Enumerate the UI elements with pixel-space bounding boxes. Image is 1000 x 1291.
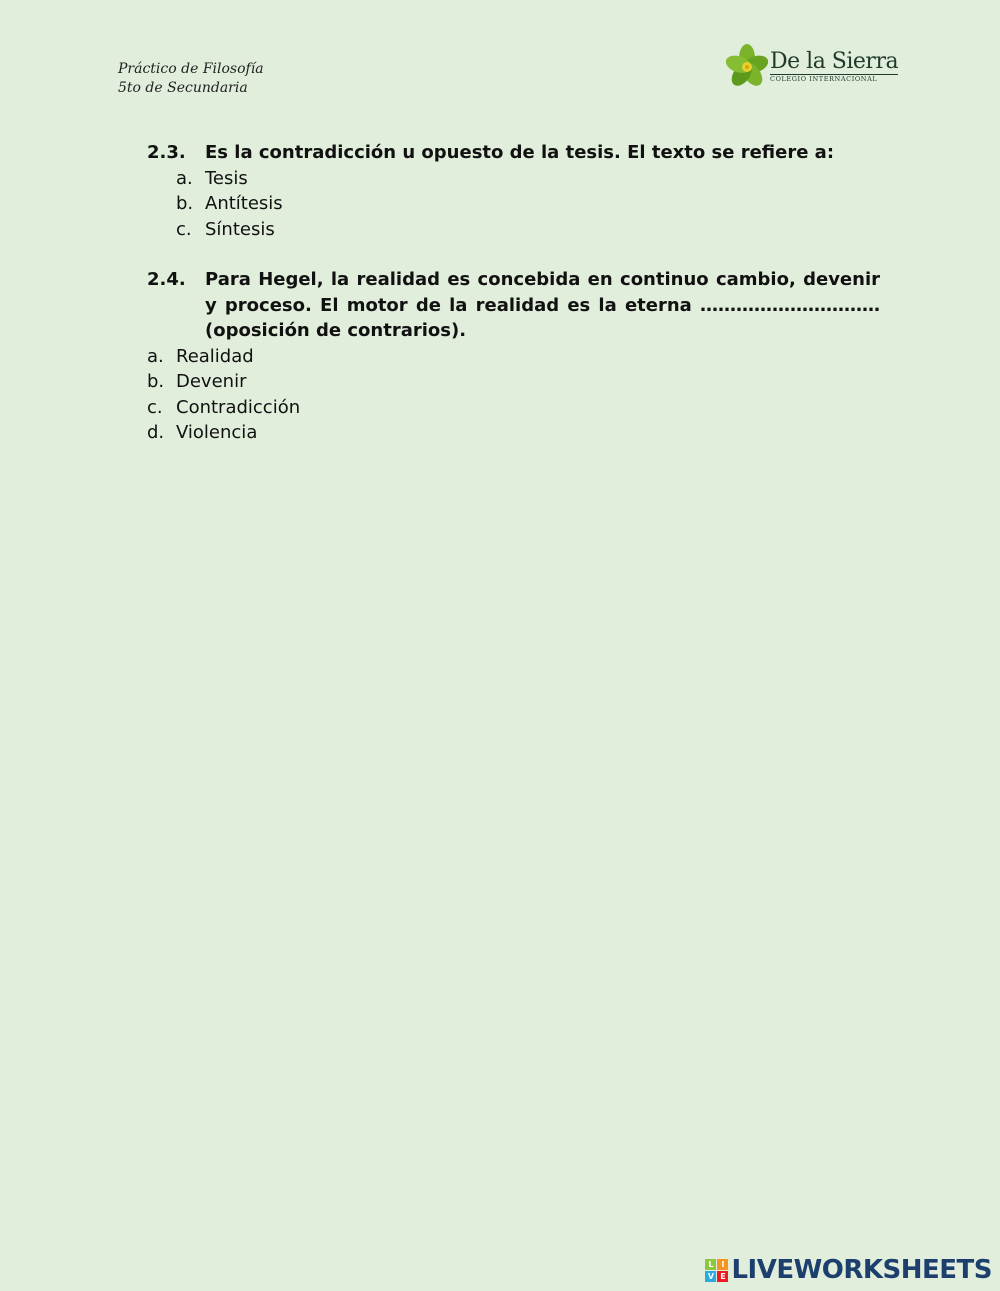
answer-option[interactable]: a. Tesis: [176, 166, 880, 192]
option-label: Violencia: [176, 422, 258, 443]
document-header: [118, 60, 264, 98]
school-logo: [726, 44, 898, 90]
option-label: Devenir: [176, 371, 247, 392]
logo-name: De la Sierra: [770, 49, 899, 75]
question-text: Es la contradicción u opuesto de la tesis. El texto se refiere a:: [205, 142, 835, 163]
question-2-3: [147, 140, 880, 242]
grade-level: 5to de Secundaria: [118, 80, 248, 96]
option-label: Tesis: [205, 167, 248, 189]
option-label: Realidad: [176, 345, 254, 367]
liveworksheets-brand: LIVEWORKSHEETS: [731, 1255, 992, 1285]
option-label: Síntesis: [205, 218, 275, 240]
badge-letter: I: [717, 1259, 728, 1270]
answer-options: [147, 344, 880, 446]
question-number: 2.3.: [147, 142, 186, 163]
answer-option[interactable]: a. Realidad: [147, 344, 880, 370]
option-label: Contradicción: [176, 396, 301, 418]
answer-option[interactable]: b. Antítesis: [176, 191, 880, 217]
badge-letter: V: [705, 1271, 716, 1282]
answer-options: [176, 166, 880, 243]
badge-letter: L: [705, 1259, 716, 1270]
answer-option[interactable]: b. Devenir: [147, 369, 880, 395]
question-2-4: [147, 267, 880, 446]
flower-logo-icon: [726, 44, 768, 90]
answer-option[interactable]: c. Contradicción: [147, 395, 880, 421]
course-title: Práctico de Filosofía: [118, 61, 264, 77]
liveworksheets-badge-icon: [705, 1259, 728, 1282]
option-label: Antítesis: [205, 193, 283, 214]
answer-option[interactable]: d. Violencia: [147, 420, 880, 446]
question-number: 2.4.: [147, 269, 186, 290]
liveworksheets-watermark: [705, 1255, 992, 1285]
logo-subtitle: COLEGIO INTERNACIONAL: [770, 74, 898, 83]
badge-letter: E: [717, 1271, 728, 1282]
answer-option[interactable]: c. Síntesis: [176, 217, 880, 243]
question-text: Para Hegel, la realidad es concebida en continuo cambio, devenir y proceso. El motor de la realidad es la eterna ………………………… (oposición de contrarios).: [205, 269, 880, 341]
